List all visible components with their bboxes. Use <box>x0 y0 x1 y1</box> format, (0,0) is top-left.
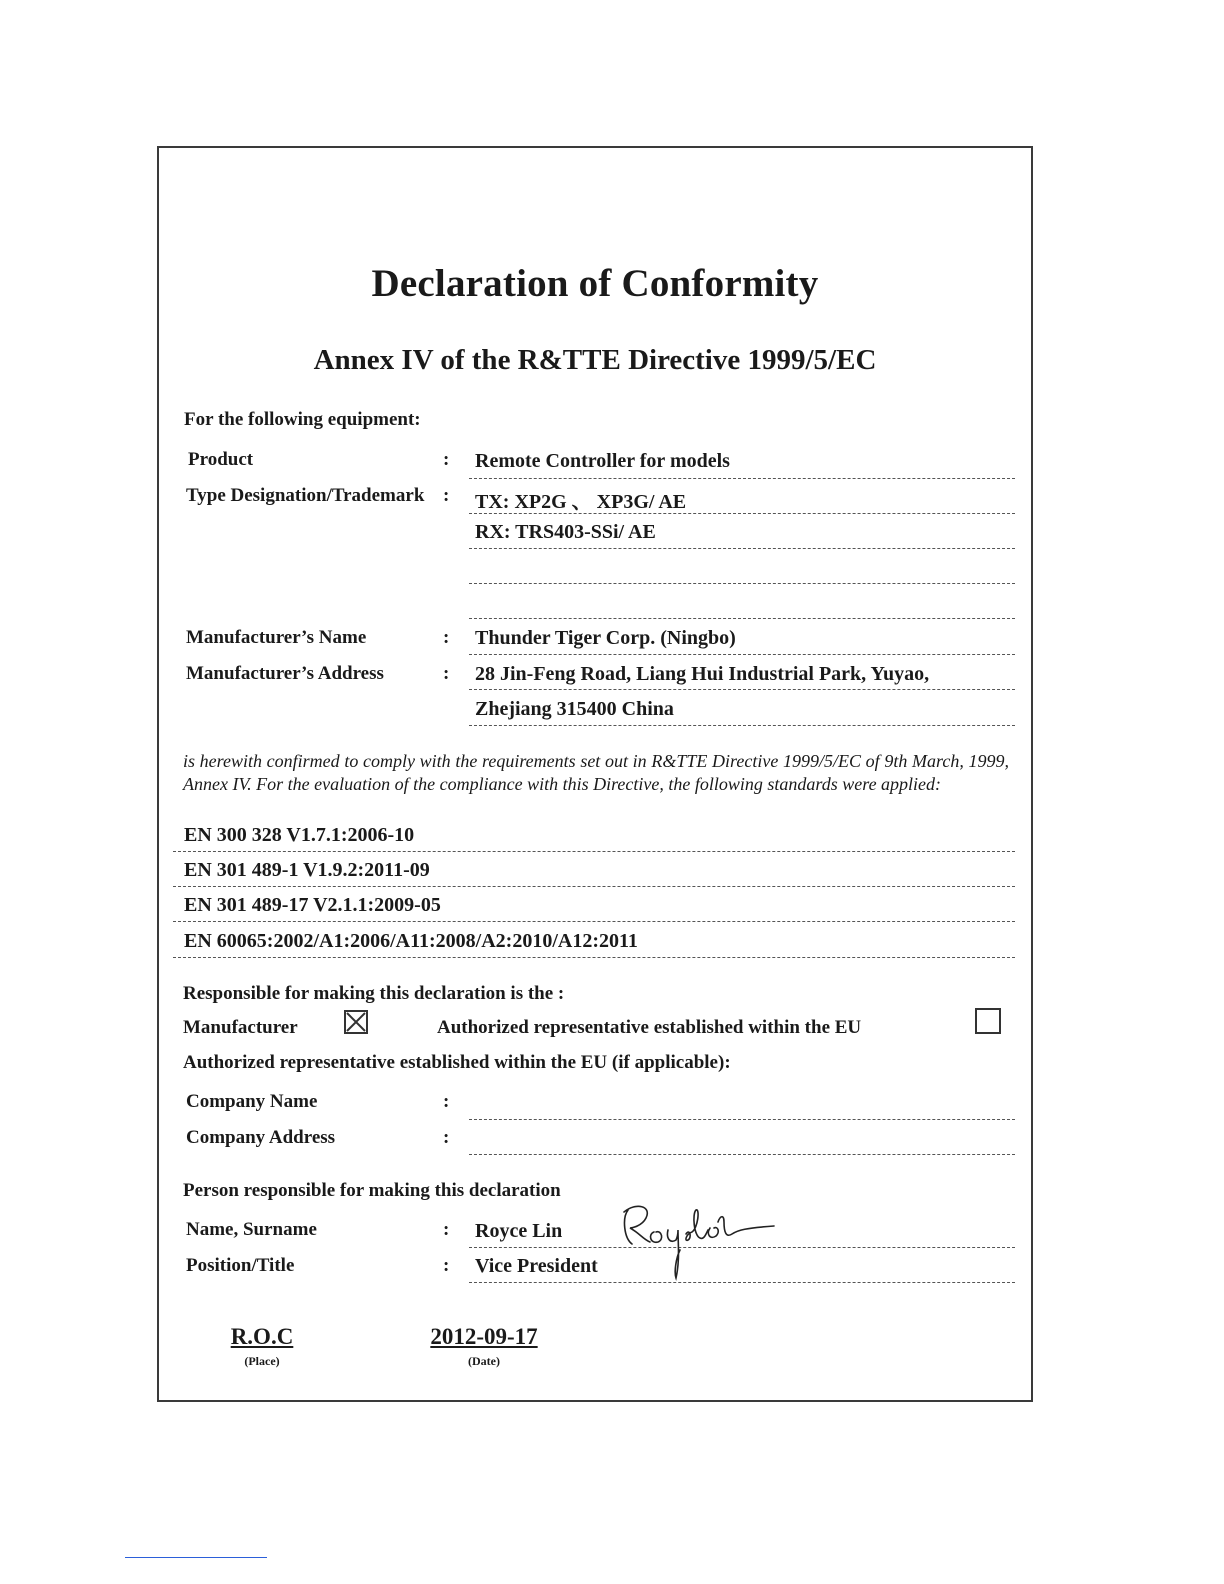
place-value: R.O.C <box>230 1324 294 1349</box>
company-address-underline <box>469 1154 1015 1155</box>
manufacturer-name-colon: : <box>443 627 450 648</box>
standard-item: EN 301 489-1 V1.9.2:2011-09 <box>184 859 430 881</box>
name-surname-value: Royce Lin <box>475 1220 563 1242</box>
person-heading: Person responsible for making this declaration <box>183 1180 561 1201</box>
authorized-option-label: Authorized representative established within the EU <box>437 1017 862 1038</box>
manufacturer-name-value: Thunder Tiger Corp. (Ningbo) <box>475 627 736 649</box>
page-title: Declaration of Conformity <box>371 262 819 305</box>
product-value: Remote Controller for models <box>475 450 730 472</box>
date-caption: (Date) <box>468 1354 500 1368</box>
position-title-label: Position/Title <box>186 1255 295 1276</box>
type-colon: : <box>443 485 450 506</box>
manufacturer-name-underline <box>469 654 1015 655</box>
company-address-label: Company Address <box>186 1127 336 1148</box>
standard-underline <box>173 957 1015 958</box>
name-surname-label: Name, Surname <box>186 1219 317 1240</box>
check-x-icon <box>346 1012 366 1032</box>
manufacturer-address-value-1: 28 Jin-Feng Road, Liang Hui Industrial Park, Yuyao, <box>475 663 930 685</box>
company-name-underline <box>469 1119 1015 1120</box>
compliance-paragraph: is herewith confirmed to comply with the requirements set out in R&TTE Directive 1999/5/EC of 9th March, 1999, Annex IV. For the evaluation of the compliance with this Directive, the following standards were applied: <box>183 751 1009 794</box>
standard-underline <box>173 851 1015 852</box>
authorized-heading: Authorized representative established within the EU (if applicable): <box>183 1052 731 1073</box>
manufacturer-address-value-2: Zhejiang 315400 China <box>475 698 674 720</box>
type-underline-1 <box>469 513 1015 514</box>
blank-underline-1 <box>469 583 1015 584</box>
position-title-colon: : <box>443 1255 450 1276</box>
type-label: Type Designation/Trademark <box>186 485 425 506</box>
date-value: 2012-09-17 <box>430 1324 538 1349</box>
signature-image <box>614 1198 784 1283</box>
type-value-tx: TX: XP2G 、 XP3G/ AE <box>475 491 687 513</box>
standard-item: EN 300 328 V1.7.1:2006-10 <box>184 824 415 846</box>
company-name-label: Company Name <box>186 1091 318 1112</box>
manufacturer-address-colon: : <box>443 663 450 684</box>
manufacturer-address-underline-1 <box>469 689 1015 690</box>
footnote-separator <box>125 1557 267 1558</box>
type-underline-2 <box>469 548 1015 549</box>
company-address-colon: : <box>443 1127 450 1148</box>
responsible-heading: Responsible for making this declaration is the : <box>183 983 565 1004</box>
name-surname-colon: : <box>443 1219 450 1240</box>
blank-underline-2 <box>469 618 1015 619</box>
position-title-value: Vice President <box>475 1255 598 1277</box>
manufacturer-address-underline-2 <box>469 725 1015 726</box>
standard-item: EN 301 489-17 V2.1.1:2009-05 <box>184 894 441 916</box>
authorized-checkbox[interactable] <box>975 1008 1001 1034</box>
product-underline <box>469 478 1015 479</box>
equipment-heading: For the following equipment: <box>184 409 421 430</box>
place-caption: (Place) <box>244 1354 280 1368</box>
manufacturer-option-label: Manufacturer <box>183 1017 298 1038</box>
standard-item: EN 60065:2002/A1:2006/A11:2008/A2:2010/A12:2011 <box>184 930 638 952</box>
product-colon: : <box>443 449 450 470</box>
manufacturer-address-label: Manufacturer’s Address <box>186 663 384 684</box>
declaration-frame <box>157 146 1033 1402</box>
company-name-colon: : <box>443 1091 450 1112</box>
type-value-rx: RX: TRS403-SSi/ AE <box>475 521 656 543</box>
product-label: Product <box>188 449 254 470</box>
standard-underline <box>173 886 1015 887</box>
standard-underline <box>173 921 1015 922</box>
manufacturer-checkbox[interactable] <box>344 1010 368 1034</box>
page-subtitle: Annex IV of the R&TTE Directive 1999/5/EC <box>313 344 877 376</box>
manufacturer-name-label: Manufacturer’s Name <box>186 627 367 648</box>
